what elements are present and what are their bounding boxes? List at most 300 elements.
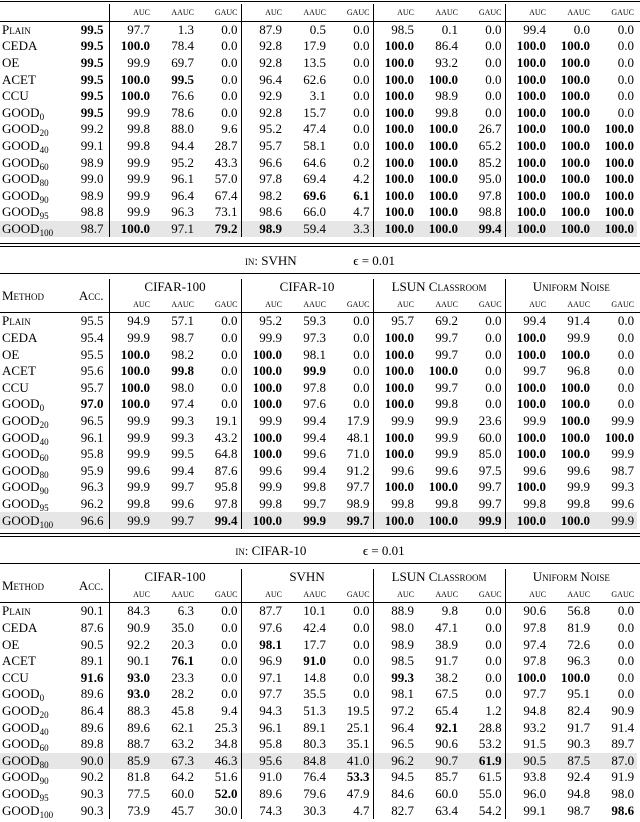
metric-cell: 100.0 [505, 154, 549, 171]
metric-cell: 46.3 [197, 753, 241, 770]
gauc-header: gauc [611, 6, 634, 19]
metric-cell: 96.4 [241, 71, 285, 88]
method-cell [0, 204, 68, 221]
metric-cell: 92.2 [109, 636, 153, 653]
accuracy-cell: 90.0 [68, 753, 109, 770]
method-name: CCU [2, 88, 29, 104]
method-name: ACET [2, 653, 36, 669]
metric-cell: 99.7 [478, 479, 502, 495]
method-cell [0, 188, 68, 205]
metric-cell: 89.7 [611, 736, 635, 752]
table-row [0, 769, 640, 786]
metric-cell: 96.9 [241, 653, 285, 670]
metric-cell: 47.9 [346, 786, 370, 802]
metric-cell: 97.7 [346, 479, 370, 495]
metric-cell: 99.1 [505, 802, 549, 819]
epsilon-label: ϵ = 0.01 [362, 543, 405, 558]
metric-cell: 0.0 [617, 104, 634, 120]
metric-cell: 0.0 [221, 603, 238, 619]
metric-cell: 23.6 [478, 413, 502, 429]
metric-cell: 74.3 [241, 802, 285, 819]
metric-cell: 100.0 [373, 380, 417, 397]
metric-cell: 98.5 [373, 653, 417, 670]
metric-cell: 85.2 [478, 154, 502, 170]
metric-cell: 0.0 [353, 138, 370, 154]
metric-cell: 48.1 [346, 429, 370, 445]
metric-cell: 0.0 [485, 346, 502, 362]
table-row [0, 171, 640, 188]
method-name: CEDA [2, 620, 38, 636]
metric-cell: 97.8 [303, 379, 326, 395]
metric-cell: 99.4 [505, 313, 549, 330]
metric-cell: 99.8 [373, 496, 417, 513]
table-row [0, 188, 640, 205]
metric-cell: 14.8 [303, 669, 326, 685]
method-subscript: 20 [39, 128, 49, 138]
metric-cell: 90.3 [567, 736, 591, 752]
table-row [0, 21, 640, 38]
metric-cell: 0.0 [617, 346, 635, 362]
table-row [0, 620, 640, 637]
table-row [0, 396, 640, 413]
metric-cell: 57.0 [214, 171, 238, 187]
metric-cell: 99.7 [435, 379, 459, 395]
metric-cell: 92.1 [435, 719, 459, 735]
metric-cell: 88.9 [373, 603, 417, 620]
metric-cell: 99.3 [171, 429, 194, 445]
aauc-header: aauc [171, 587, 194, 600]
gauc-header: gauc [214, 587, 238, 600]
metric-cell: 99.4 [197, 512, 241, 529]
metric-cell: 99.7 [505, 363, 549, 380]
metric-cell: 4.7 [353, 802, 370, 818]
metric-cell: 58.1 [303, 138, 326, 154]
accuracy-cell: 99.5 [80, 21, 104, 37]
method-subscript: 20 [39, 710, 49, 720]
rule [0, 273, 640, 274]
metric-cell: 100.0 [428, 187, 458, 203]
metric-cell: 99.8 [435, 396, 459, 412]
method-name: GOOD [2, 138, 40, 154]
metric-cell: 38.9 [435, 636, 459, 652]
metric-cell: 28.7 [214, 138, 238, 154]
metric-cell: 98.5 [373, 21, 417, 38]
metric-cell: 91.7 [567, 719, 591, 735]
metric-cell: 91.7 [435, 653, 459, 669]
metric-cell: 42.4 [303, 620, 326, 636]
metric-cell: 99.9 [303, 363, 326, 379]
metric-cell: 100.0 [373, 171, 417, 188]
method-subscript: 100 [39, 809, 54, 819]
method-name: GOOD [2, 479, 40, 495]
table-row [0, 55, 640, 72]
metric-cell: 69.6 [303, 187, 326, 203]
metric-cell: 60.0 [171, 786, 194, 802]
metric-cell: 65.2 [478, 138, 502, 154]
metric-cell: 100.0 [505, 55, 549, 72]
metric-cell: 0.0 [353, 104, 370, 120]
metric-cell: 99.6 [303, 446, 326, 462]
metric-cell: 0.0 [353, 346, 370, 362]
metric-cell: 98.9 [241, 221, 285, 238]
metric-cell: 100.0 [560, 104, 590, 120]
metric-cell: 100.0 [428, 154, 458, 170]
method-subscript: 90 [39, 194, 49, 205]
table-row [0, 463, 640, 480]
accuracy-cell: 95.5 [80, 313, 104, 329]
table-row [0, 204, 640, 221]
method-header: Method [2, 287, 45, 303]
table-row [0, 479, 640, 496]
metric-cell: 99.4 [171, 462, 194, 478]
metric-cell: 76.6 [171, 88, 194, 104]
accuracy-cell: 99.5 [80, 104, 104, 120]
metric-cell: 51.3 [303, 703, 326, 719]
metric-cell: 87.9 [241, 21, 285, 38]
metric-cell: 99.7 [303, 496, 326, 512]
method-name: GOOD [2, 121, 40, 137]
metric-cell: 4.2 [353, 171, 370, 187]
metric-cell: 67.5 [435, 686, 459, 702]
metric-cell: 100.0 [604, 187, 634, 203]
metric-cell: 100.0 [241, 446, 285, 463]
metric-cell: 53.2 [478, 736, 502, 752]
metric-cell: 35.5 [303, 686, 326, 702]
accuracy-cell: 95.6 [80, 363, 104, 379]
metric-cell: 0.0 [221, 669, 238, 685]
accuracy-header: Acc. [78, 287, 104, 303]
metric-cell: 100.0 [109, 363, 153, 380]
method-subscript: 0 [39, 693, 45, 703]
method-name: GOOD [2, 413, 40, 429]
accuracy-cell: 99.1 [80, 138, 104, 154]
metric-cell: 93.2 [435, 55, 458, 71]
table-row [0, 636, 640, 653]
method-subscript: 60 [39, 743, 49, 753]
metric-cell: 100.0 [593, 221, 637, 238]
metric-cell: 99.8 [505, 496, 549, 513]
metric-cell: 100.0 [560, 121, 590, 137]
metric-cell: 0.0 [485, 330, 502, 346]
method-name: CEDA [2, 38, 38, 54]
metric-cell: 55.0 [478, 786, 502, 802]
metric-cell: 99.9 [373, 413, 417, 430]
metric-cell: 100.0 [373, 55, 417, 72]
metric-cell: 99.9 [109, 413, 153, 430]
metric-cell: 97.6 [241, 620, 285, 637]
metric-cell: 96.8 [567, 363, 591, 379]
metric-cell: 0.0 [485, 104, 502, 120]
metric-cell: 59.4 [285, 221, 329, 238]
metric-cell: 98.7 [171, 330, 194, 346]
metric-cell: 0.0 [617, 603, 635, 619]
metric-cell: 100.0 [505, 429, 549, 446]
metric-cell: 100.0 [109, 396, 153, 413]
accuracy-cell: 96.1 [80, 429, 104, 445]
metric-cell: 96.4 [171, 187, 194, 203]
metric-cell: 99.9 [109, 512, 153, 529]
method-cell [0, 171, 68, 188]
metric-cell: 0.0 [617, 55, 634, 71]
metric-cell: 73.9 [109, 802, 153, 819]
metric-cell: 0.2 [353, 154, 370, 170]
metric-cell: 98.9 [435, 88, 458, 104]
metric-cell: 94.9 [109, 313, 153, 330]
metric-cell: 100.0 [109, 346, 153, 363]
metric-cell: 91.5 [505, 736, 549, 753]
metric-cell: 100.0 [241, 396, 285, 413]
method-name: GOOD [2, 462, 40, 478]
auc-header: auc [109, 296, 153, 313]
metric-cell: 99.9 [109, 171, 153, 188]
ood-dataset-header: LSUN Classroom [373, 279, 505, 296]
metric-cell: 19.5 [346, 703, 370, 719]
metric-cell: 99.8 [435, 104, 458, 120]
method-subscript: 95 [39, 211, 49, 221]
metric-cell: 100.0 [373, 446, 417, 463]
gauc-header: gauc [346, 587, 370, 600]
metric-cell: 91.0 [241, 769, 285, 786]
method-subscript: 100 [39, 519, 54, 529]
metric-cell: 98.0 [611, 786, 635, 802]
metric-cell: 98.9 [346, 496, 370, 512]
metric-cell: 100.0 [428, 71, 458, 87]
metric-cell: 87.0 [593, 753, 637, 770]
metric-cell: 99.9 [611, 413, 635, 429]
method-name: GOOD [2, 752, 40, 768]
metric-cell: 99.7 [478, 496, 502, 512]
metric-cell: 95.2 [241, 121, 285, 138]
metric-cell: 100.0 [428, 204, 458, 220]
method-name: GOOD [2, 187, 40, 203]
gauc-header: gauc [478, 6, 502, 19]
metric-cell: 81.8 [109, 769, 153, 786]
method-name: OE [2, 346, 20, 362]
metric-cell: 100.0 [505, 71, 549, 88]
metric-cell: 94.4 [171, 138, 194, 154]
accuracy-cell: 98.8 [80, 204, 104, 220]
metric-cell: 45.7 [171, 802, 194, 818]
metric-cell: 100.0 [241, 363, 285, 380]
metric-cell: 52.0 [214, 786, 238, 802]
metric-cell: 62.6 [303, 71, 326, 87]
metric-cell: 28.2 [171, 686, 194, 702]
metric-cell: 98.0 [373, 620, 417, 637]
method-cell [0, 620, 68, 637]
auc-header: auc [109, 4, 153, 21]
accuracy-cell: 90.3 [80, 802, 104, 818]
metric-cell: 100.0 [505, 105, 549, 122]
metric-cell: 69.4 [303, 171, 326, 187]
metric-cell: 99.6 [611, 496, 635, 512]
metric-cell: 10.1 [303, 603, 326, 619]
metric-cell: 0.0 [221, 686, 238, 702]
metric-cell: 53.3 [346, 769, 370, 785]
metric-cell: 0.0 [617, 620, 635, 636]
metric-cell: 0.0 [353, 379, 370, 395]
metric-cell: 96.1 [171, 171, 194, 187]
method-cell [0, 653, 68, 670]
metric-cell: 100.0 [241, 346, 285, 363]
metric-cell: 96.0 [505, 786, 549, 803]
metric-cell: 100.0 [560, 413, 591, 429]
metric-cell: 95.6 [241, 753, 285, 770]
method-subscript: 90 [39, 486, 49, 496]
metric-cell: 34.8 [214, 736, 238, 752]
metric-cell: 95.2 [241, 313, 285, 330]
accuracy-cell: 96.3 [80, 479, 104, 495]
metric-cell: 99.9 [435, 413, 459, 429]
metric-cell: 0.0 [353, 653, 370, 669]
metric-cell: 99.6 [373, 463, 417, 480]
table-row [0, 346, 640, 363]
metric-cell: 100.0 [549, 512, 593, 529]
metric-cell: 99.4 [303, 462, 326, 478]
metric-cell: 0.0 [221, 620, 238, 636]
in-distribution-label: in: CIFAR-10 [235, 543, 307, 558]
metric-cell: 100.0 [549, 221, 593, 238]
metric-cell: 100.0 [560, 55, 590, 71]
accuracy-cell: 99.2 [80, 121, 104, 137]
metric-cell: 0.0 [221, 363, 238, 379]
metric-cell: 100.0 [505, 330, 549, 347]
method-cell [0, 221, 68, 238]
metric-cell: 84.3 [109, 603, 153, 620]
method-cell [0, 479, 68, 496]
metric-cell: 95.8 [214, 479, 238, 495]
metric-cell: 78.6 [171, 104, 194, 120]
method-subscript: 40 [39, 726, 49, 736]
metric-cell: 98.1 [241, 636, 285, 653]
metric-cell: 99.9 [241, 479, 285, 496]
metric-cell: 90.9 [611, 703, 635, 719]
metric-cell: 76.1 [171, 653, 194, 669]
metric-cell: 89.1 [303, 719, 326, 735]
metric-cell: 88.3 [109, 703, 153, 720]
metric-cell: 99.4 [461, 221, 505, 238]
table-2-title [0, 253, 640, 269]
metric-cell: 84.8 [285, 753, 329, 770]
accuracy-cell: 89.6 [80, 686, 104, 702]
metric-cell: 0.0 [485, 379, 502, 395]
method-subscript: 80 [39, 469, 49, 480]
metric-cell: 0.0 [221, 313, 238, 329]
method-name: GOOD [2, 703, 40, 719]
metric-cell: 100.0 [560, 154, 590, 170]
dataset-header-row [0, 569, 640, 586]
metric-cell: 92.9 [241, 88, 285, 105]
method-cell [0, 736, 68, 753]
method-cell [0, 313, 68, 330]
gauc-header: gauc [611, 297, 635, 310]
metric-cell: 100.0 [109, 38, 153, 55]
gauc-header: gauc [478, 587, 502, 600]
metric-cell: 100.0 [373, 512, 417, 529]
metric-cell: 100.0 [417, 221, 461, 238]
metric-cell: 96.3 [171, 204, 194, 220]
metric-cell: 0.0 [617, 363, 635, 379]
table-row [0, 105, 640, 122]
metric-cell: 0.0 [353, 620, 370, 636]
metric-cell: 99.6 [435, 462, 459, 478]
metric-cell: 0.0 [485, 396, 502, 412]
metric-cell: 0.0 [221, 330, 238, 346]
metric-cell: 99.9 [435, 446, 459, 462]
table-row [0, 802, 640, 819]
metric-header-row [0, 4, 640, 21]
metric-cell: 13.5 [303, 55, 326, 71]
metric-cell: 98.0 [171, 379, 194, 395]
metric-cell: 59.3 [303, 313, 326, 329]
metric-cell: 85.9 [109, 753, 153, 770]
method-cell [0, 38, 68, 55]
accuracy-cell: 89.8 [80, 736, 104, 752]
metric-cell: 67.3 [153, 753, 197, 770]
table-row [0, 138, 640, 155]
aauc-header: aauc [435, 587, 459, 600]
method-name: Plain [2, 603, 31, 619]
method-subscript: 90 [39, 776, 49, 786]
metric-cell: 100.0 [373, 88, 417, 105]
method-cell [0, 636, 68, 653]
metric-cell: 100.0 [505, 380, 549, 397]
metric-cell: 99.7 [171, 479, 194, 495]
method-name: GOOD [2, 221, 40, 237]
metric-cell: 91.9 [611, 769, 635, 785]
metric-cell: 100.0 [604, 138, 634, 154]
metric-cell: 99.4 [303, 413, 326, 429]
metric-cell: 88.0 [171, 121, 194, 137]
auc-header: auc [241, 586, 285, 603]
metric-cell: 99.9 [109, 55, 153, 72]
table-row [0, 380, 640, 397]
metric-cell: 77.5 [109, 786, 153, 803]
method-cell [0, 496, 68, 513]
accuracy-cell: 97.0 [80, 396, 104, 412]
metric-cell: 78.4 [171, 38, 194, 54]
metric-cell: 100.0 [241, 380, 285, 397]
metric-cell: 99.8 [567, 496, 591, 512]
metric-cell: 0.0 [617, 379, 635, 395]
metric-cell: 98.9 [373, 636, 417, 653]
metric-cell: 60.0 [478, 429, 502, 445]
method-cell [0, 88, 68, 105]
metric-cell: 100.0 [428, 363, 459, 379]
method-name: ACET [2, 71, 36, 87]
metric-cell: 100.0 [428, 138, 458, 154]
metric-cell: 100.0 [505, 38, 549, 55]
metric-cell: 100.0 [560, 669, 591, 685]
metric-cell: 100.0 [505, 396, 549, 413]
metric-cell: 97.8 [505, 653, 549, 670]
metric-cell: 99.9 [109, 446, 153, 463]
metric-cell: 0.0 [485, 88, 502, 104]
metric-cell: 100.0 [373, 479, 417, 496]
accuracy-cell: 87.6 [80, 620, 104, 636]
metric-cell: 35.0 [171, 620, 194, 636]
metric-cell: 100.0 [604, 429, 635, 445]
metric-cell: 99.9 [593, 512, 637, 529]
metric-cell: 60.0 [435, 786, 459, 802]
metric-cell: 97.8 [505, 620, 549, 637]
metric-cell: 0.0 [617, 313, 635, 329]
method-cell [0, 719, 68, 736]
accuracy-cell: 90.3 [80, 786, 104, 802]
metric-cell: 100.0 [505, 670, 549, 687]
metric-cell: 1.3 [177, 21, 194, 37]
metric-cell: 0.0 [353, 396, 370, 412]
metric-cell: 95.8 [241, 736, 285, 753]
